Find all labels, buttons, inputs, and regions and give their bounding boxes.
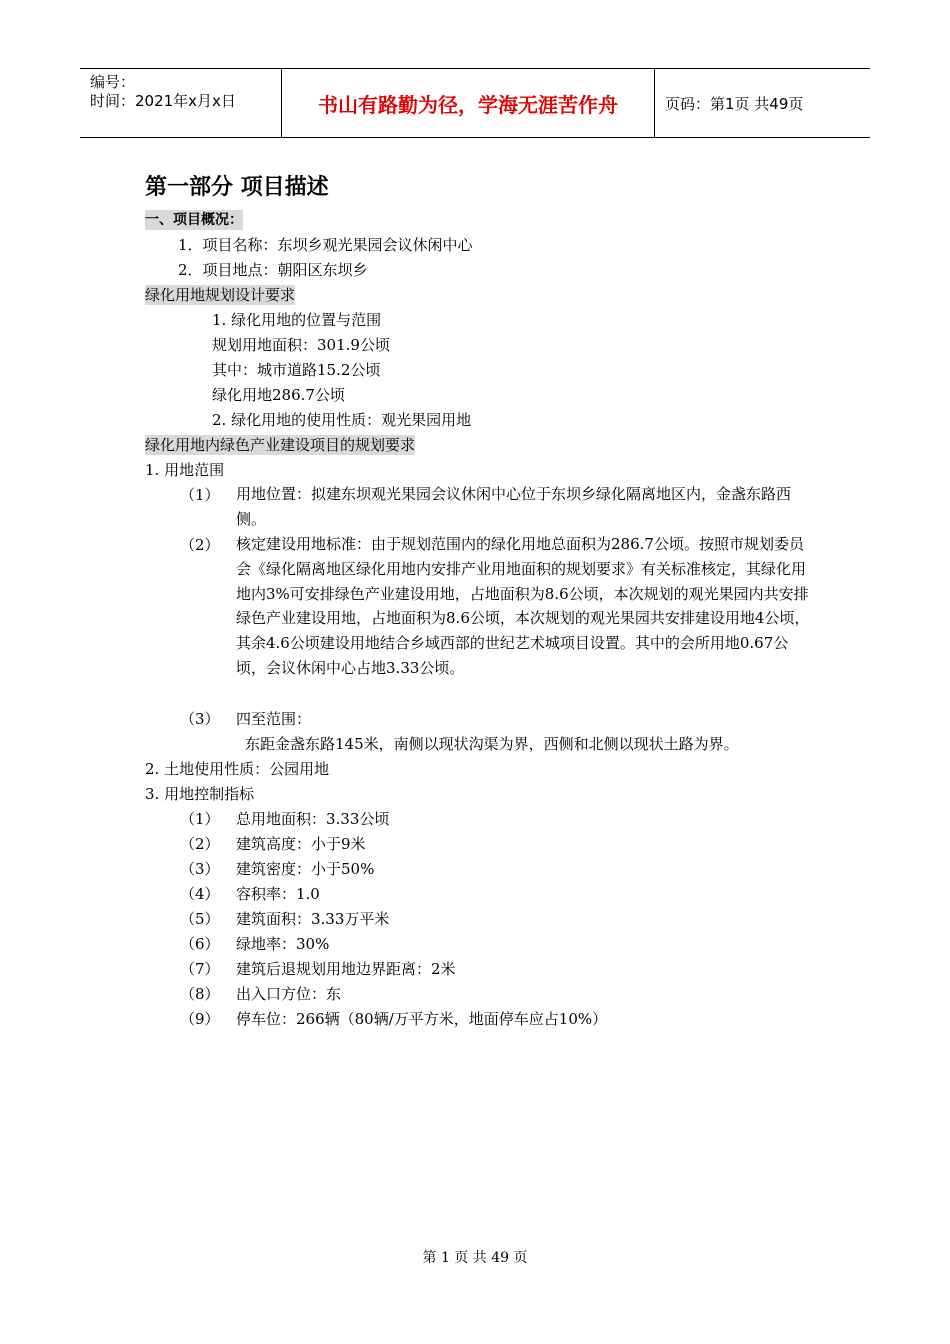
paragraph-text: 用地位置：拟建东坝观光果园会议休闲中心位于东坝乡绿化隔离地区内，金盏东路西侧。 [236, 485, 792, 528]
indicator-text: 绿地率：30% [236, 935, 330, 953]
list-item: 1．项目名称：东坝乡观光果园会议休闲中心 [178, 236, 473, 254]
list-item: 3. 用地控制指标 [145, 785, 255, 803]
list-item: 1. 用地范围 [145, 461, 225, 479]
indicator-number: （2） [180, 835, 220, 853]
indicator-text: 停车位：266辆（80辆/万平方米，地面停车应占10%） [236, 1010, 608, 1028]
list-item: 规划用地面积：301.9公顷 [212, 336, 390, 354]
paragraph-text: 核定建设用地标准：由于规划范围内的绿化用地总面积为286.7公顷。按照市规划委员会《绿化隔离地区绿化用地内安排产业用地面积的规划要求》有关标准核定，其绿化用地内3%可安排绿色产业建设用地，占地面积为8.6公顷，本次规划的观光果园内共安排绿色产业建设用地，占地面积为8.6公顷，本次规划的观光果园共安排建设用地4公顷，其余4.6公顷建设用地结合乡域西部的世纪艺术城项目设置。其中的会所用地0.67公顷，会议休闲中心占地3.33公顷。 [236, 535, 810, 677]
page-footer: 第 1 页 共 49 页 [422, 1250, 528, 1266]
section-heading-green-industry: 绿化用地内绿色产业建设项目的规划要求 [145, 436, 416, 454]
list-item: 2. 绿化用地的使用性质：观光果园用地 [212, 411, 472, 429]
header-page-info: 页码：第1页 共49页 [665, 94, 804, 113]
indicator-text: 建筑密度：小于50% [236, 860, 375, 878]
header-number-label: 编号： [90, 73, 136, 91]
section-heading-overview: 一、项目概况： [145, 212, 243, 228]
page-title: 第一部分 项目描述 [145, 175, 329, 200]
indicator-text: 总用地面积：3.33公顷 [236, 810, 390, 828]
indicator-number: （7） [180, 960, 220, 978]
list-item: 1. 绿化用地的位置与范围 [212, 311, 382, 329]
list-item: 绿化用地286.7公顷 [212, 386, 345, 404]
indicator-number: （3） [180, 860, 220, 878]
list-item: 其中：城市道路15.2公顷 [212, 361, 381, 379]
indicator-number: （6） [180, 935, 220, 953]
page-header [80, 68, 870, 138]
indicator-number: （9） [180, 1010, 220, 1028]
section-heading-green-land: 绿化用地规划设计要求 [145, 286, 296, 304]
indicator-text: 建筑高度：小于9米 [236, 835, 366, 853]
indicator-text: 建筑面积：3.33万平米 [236, 910, 390, 928]
indicator-number: （5） [180, 910, 220, 928]
header-motto: 书山有路勤为径，学海无涯苦作舟 [282, 69, 655, 137]
paragraph-text: 东距金盏东路145米，南侧以现状沟渠为界，西侧和北侧以现状土路为界。 [245, 735, 739, 753]
list-item: 2. 土地使用性质：公园用地 [145, 760, 330, 778]
indicator-text: 建筑后退规划用地边界距离：2米 [236, 960, 456, 978]
paragraph-text: 四至范围： [236, 710, 312, 728]
indicator-number: （4） [180, 885, 220, 903]
indicator-text: 容积率：1.0 [236, 885, 320, 903]
paragraph-number: （1） [180, 486, 220, 504]
list-item: 2．项目地点：朝阳区东坝乡 [178, 261, 368, 279]
header-meta [80, 69, 282, 137]
paragraph-number: （3） [180, 710, 220, 728]
paragraph-number: （2） [180, 536, 220, 554]
header-time-label: 时间：2021年x月x日 [90, 92, 236, 110]
indicator-number: （1） [180, 810, 220, 828]
indicator-number: （8） [180, 985, 220, 1003]
indicator-text: 出入口方位：东 [236, 985, 342, 1003]
